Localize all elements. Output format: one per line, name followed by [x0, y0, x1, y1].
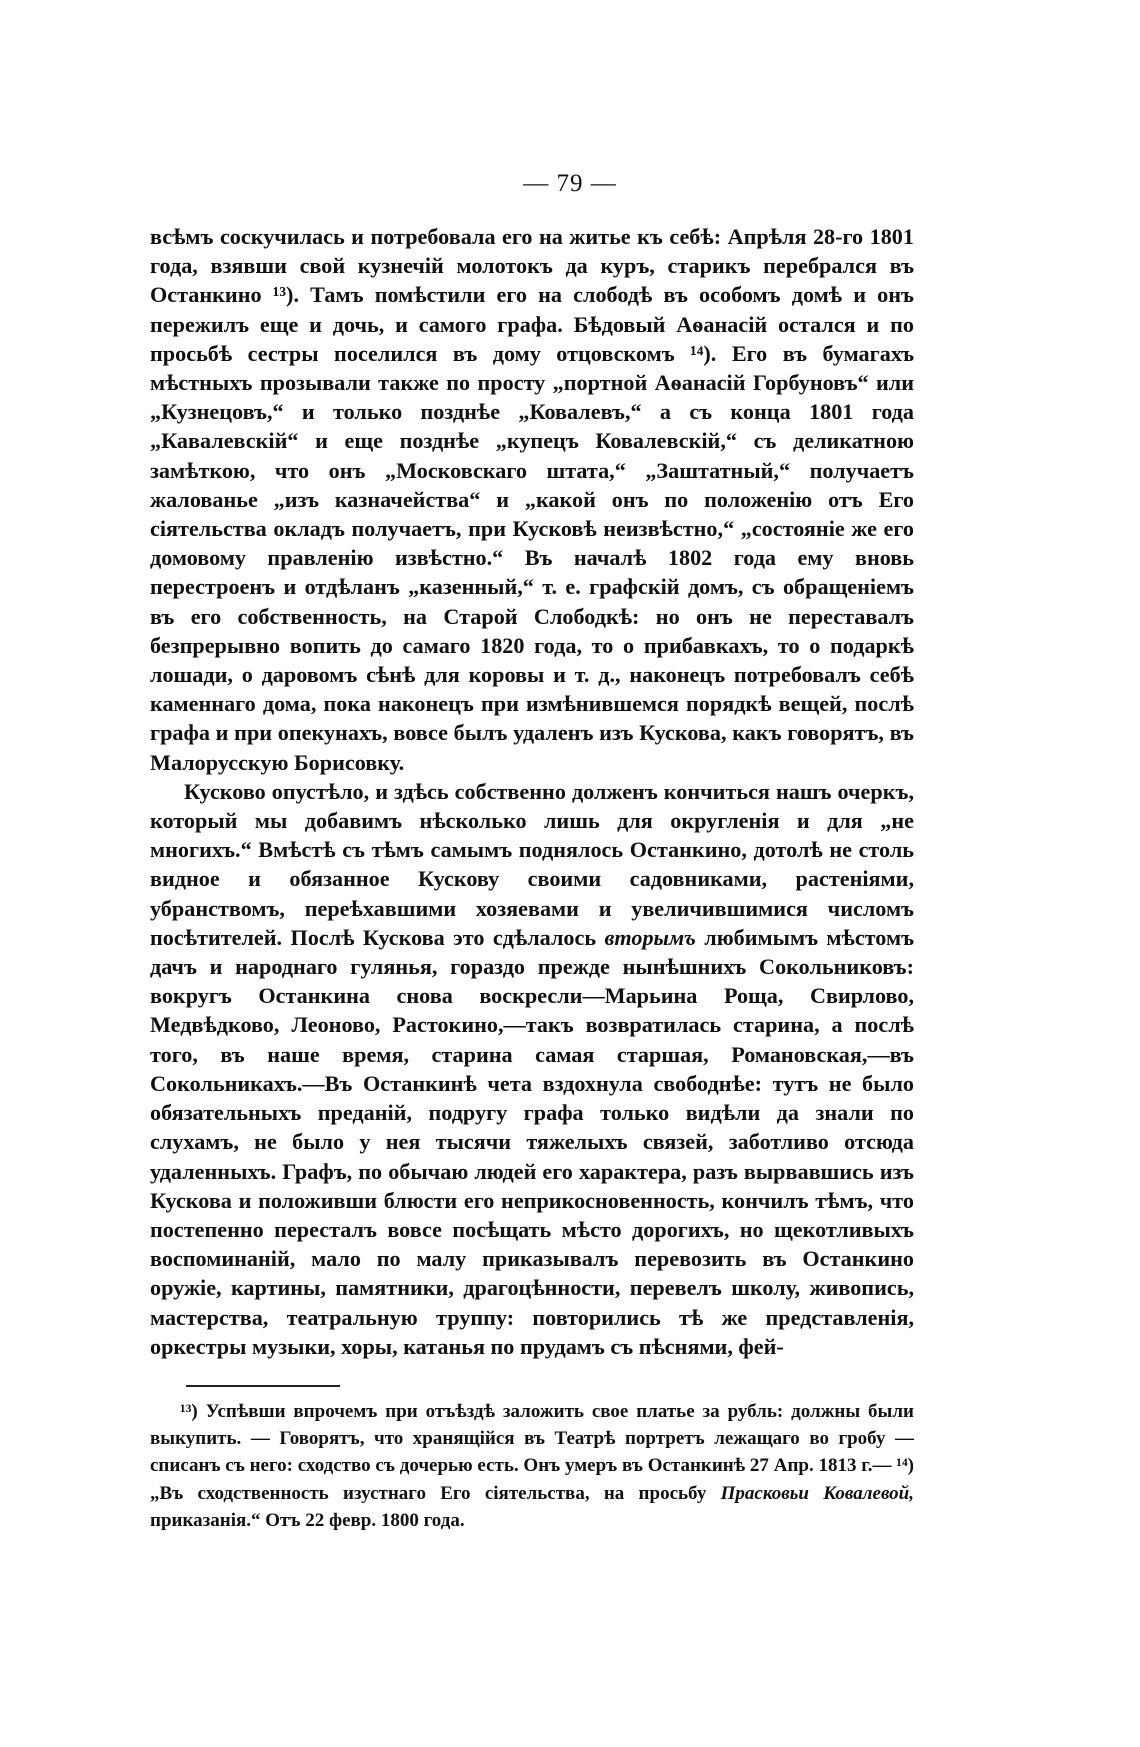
footnote-block [150, 1398, 914, 1534]
paragraph-2-italic-word: вторымъ [604, 924, 696, 950]
paragraph-1: всѣмъ соскучилась и потребовала его на житье къ себѣ: Апрѣля 28-го 1801 года, взявши свой кузнечій молотокъ да куръ, старикъ перебрался въ Останкино ¹³). Тамъ помѣстили его на слободѣ въ особомъ домѣ и онъ пережилъ еще и дочь, и самого графа. Бѣдовый Аѳанасій остался и по просьбѣ сестры поселился въ дому отцовскомъ ¹⁴). Его въ бумагахъ мѣстныхъ прозывали также по просту „портной Аѳанасій Горбуновъ“ или „Кузнецовъ,“ и только позднѣе „Ковалевъ,“ а съ конца 1801 года „Кавалевскій“ и еще позднѣе „купецъ Ковалевскій,“ съ деликатною замѣткою, что онъ „Московскаго штата,“ „Заштатный,“ получаетъ жалованье „изъ казначейства“ и „какой онъ по положенію отъ Его сіятельства окладъ получаетъ, при Кусковѣ неизвѣстно,“ „состояніе же его домовому правленію извѣстно.“ Въ началѣ 1802 года ему вновь перестроенъ и отдѣланъ „казенный,“ т. е. графскій домъ, съ обращеніемъ въ его собственность, на Старой Слободкѣ: но онъ не переставалъ безпрерывно вопить до самаго 1820 года, то о прибавкахъ, то о подаркѣ лошади, о даровомъ сѣнѣ для коровы и т. д., наконецъ потребовалъ себѣ каменнаго дома, пока наконецъ при измѣнившемся порядкѣ вещей, послѣ графа и при опекунахъ, вовсе былъ удаленъ изъ Кускова, какъ говорятъ, въ Малорусскую Борисовку. [150, 224, 914, 775]
page-number: — 79 — [523, 170, 617, 197]
main-text [150, 222, 914, 1361]
footnote-part-1: ¹³) Успѣвши впрочемъ при отъѣздѣ заложить свое платье за рубль: должны были выкупить. — Говорятъ, что хранящійся въ Театрѣ портретъ лежащаго во гробу — списанъ съ него: сходство съ дочерью есть. Онъ умеръ въ Останкинѣ 27 Апр. 1813 г.— ¹⁴) „Въ сходственность изустнаго Его сіятельства, на просьбу [150, 1401, 914, 1504]
footnote-divider [186, 1385, 340, 1387]
footnote-part-2: приказанія.“ Отъ 22 февр. 1800 года. [150, 1509, 465, 1531]
footnotes [150, 1398, 914, 1534]
paragraph-2 [150, 777, 914, 1361]
paragraph-2-part-2: любимымъ мѣстомъ дачъ и народнаго гулянья, гораздо прежде нынѣшнихъ Сокольниковъ: вокругъ Останкина снова воскресли—Марьина Роща, Свирлово, Медвѣдково, Леоново, Растокино,—такъ возвратилась старина, а послѣ того, въ наше время, старина самая старшая, Романовская,—въ Сокольникахъ.—Въ Останкинѣ чета вздохнула свободнѣе: тутъ не было обязательныхъ преданій, подругу графа только видѣли да знали по слухамъ, не было у нея тысячи тяжелыхъ связей, заботливо отсюда удаленныхъ. Графъ, по обычаю людей его характера, разъ вырвавшись изъ Кускова и положивши блюсти его неприкосновенность, кончилъ тѣмъ, что постепенно пересталъ вовсе посѣщать мѣсто дорогихъ, но щекотливыхъ воспоминаній, мало по малу приказывалъ перевозить въ Останкино оружіе, картины, памятники, драгоцѣнности, перевелъ школу, живопись, мастерства, театральную труппу: повторились тѣ же представленія, оркестры музыки, хоры, катанья по прудамъ съ пѣснями, фей- [150, 924, 915, 1359]
footnote-italic-name: Прасковьи Ковалевой, [720, 1482, 914, 1504]
paragraph-2-part-1: Кусково опустѣло, и здѣсь собственно долженъ кончиться нашъ очеркъ, который мы добавимъ нѣсколько лишь для округленія и для „не многихъ.“ Вмѣстѣ съ тѣмъ самымъ поднялось Останкино, дотолѣ не столь видное и обязанное Кускову своими садовниками, растеніями, убранствомъ, переѣхавшими хозяевами и увеличившимися числомъ посѣтителей. Послѣ Кускова это сдѣлалось [150, 778, 914, 950]
